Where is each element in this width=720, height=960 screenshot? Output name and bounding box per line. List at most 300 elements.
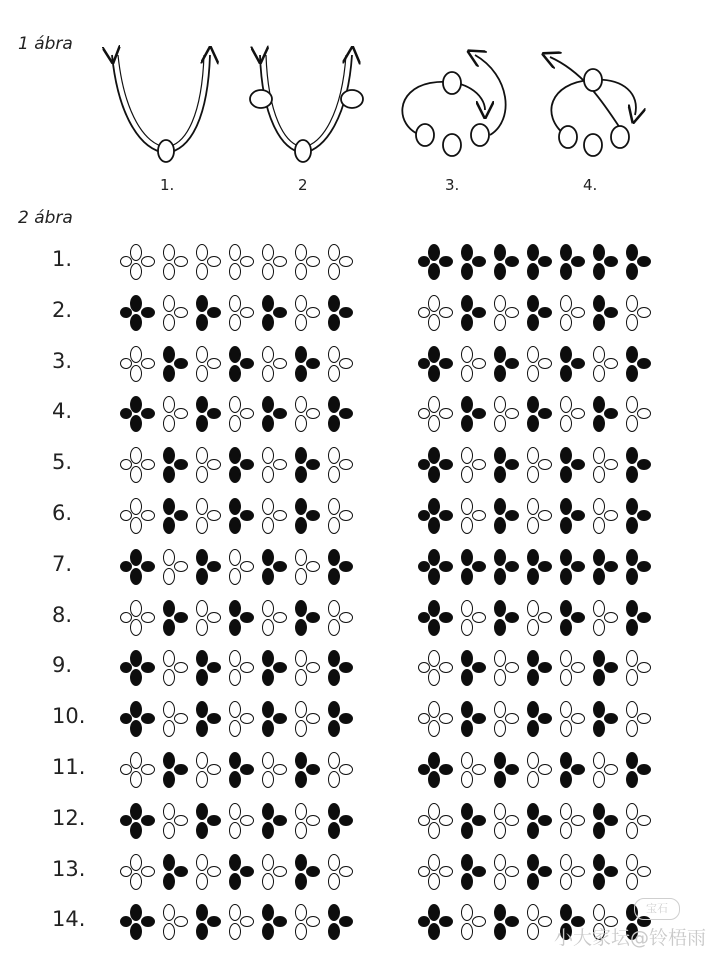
bead	[494, 517, 506, 534]
bead	[527, 346, 539, 363]
bead	[593, 904, 605, 921]
bead-unit	[219, 346, 252, 382]
bead	[527, 498, 539, 515]
bead	[295, 346, 307, 363]
bead	[328, 314, 340, 331]
bead	[130, 415, 142, 432]
row-number: 10.	[52, 704, 86, 729]
bead	[339, 307, 353, 318]
bead	[461, 295, 473, 312]
bead	[262, 447, 274, 464]
bead	[328, 854, 340, 871]
bead	[163, 365, 175, 382]
bead-unit	[550, 295, 583, 331]
bead	[461, 752, 473, 769]
bead-unit	[120, 447, 153, 483]
bead	[262, 346, 274, 363]
bead	[130, 873, 142, 890]
bead-unit	[318, 600, 351, 636]
bead	[626, 517, 638, 534]
bead	[229, 600, 241, 617]
bead-unit	[583, 244, 616, 280]
bead	[163, 650, 175, 667]
bead	[593, 600, 605, 617]
bead	[196, 396, 208, 413]
bead-unit	[186, 650, 219, 686]
bead	[593, 701, 605, 718]
bead	[428, 904, 440, 921]
bead	[262, 752, 274, 769]
bead	[163, 771, 175, 788]
bead-unit	[484, 346, 517, 382]
bead	[262, 295, 274, 312]
bead	[560, 822, 572, 839]
bead	[229, 923, 241, 940]
bead	[428, 771, 440, 788]
bead	[262, 600, 274, 617]
bead-unit	[285, 600, 318, 636]
bead-unit	[285, 346, 318, 382]
bead-unit	[550, 803, 583, 839]
figure-1-diagram	[90, 35, 650, 165]
bead	[637, 256, 651, 267]
bead	[461, 396, 473, 413]
bead-unit	[484, 854, 517, 890]
bead	[527, 873, 539, 890]
bead-unit	[550, 244, 583, 280]
bead-unit	[252, 701, 285, 737]
bead	[163, 466, 175, 483]
bead-unit	[517, 498, 550, 534]
bead	[626, 600, 638, 617]
bead	[626, 619, 638, 636]
bead	[494, 822, 506, 839]
bead	[626, 669, 638, 686]
bead	[295, 295, 307, 312]
bead	[593, 803, 605, 820]
bead	[130, 771, 142, 788]
bead	[328, 568, 340, 585]
bead	[339, 408, 353, 419]
bead	[328, 396, 340, 413]
bead-unit	[583, 752, 616, 788]
bead	[626, 346, 638, 363]
bead	[196, 415, 208, 432]
bead	[295, 669, 307, 686]
bead	[527, 263, 539, 280]
bead	[527, 803, 539, 820]
bead	[626, 263, 638, 280]
bead	[262, 466, 274, 483]
bead-unit	[120, 396, 153, 432]
bead	[130, 650, 142, 667]
bead	[560, 263, 572, 280]
bead	[593, 619, 605, 636]
bead	[229, 752, 241, 769]
bead	[593, 517, 605, 534]
beadwork-stripe-left	[120, 549, 351, 585]
bead	[130, 549, 142, 566]
bead	[229, 549, 241, 566]
bead	[626, 396, 638, 413]
bead-unit	[484, 752, 517, 788]
bead-unit	[318, 244, 351, 280]
bead	[262, 873, 274, 890]
bead	[339, 866, 353, 877]
bead-unit	[219, 650, 252, 686]
bead	[428, 822, 440, 839]
bead	[163, 669, 175, 686]
bead	[328, 365, 340, 382]
bead	[626, 752, 638, 769]
bead	[494, 720, 506, 737]
bead	[428, 295, 440, 312]
bead-unit	[451, 752, 484, 788]
bead	[428, 314, 440, 331]
bead	[130, 669, 142, 686]
bead-unit	[318, 295, 351, 331]
bead-unit	[186, 701, 219, 737]
bead-unit	[219, 600, 252, 636]
bead	[494, 752, 506, 769]
bead	[196, 244, 208, 261]
bead-unit	[550, 396, 583, 432]
bead	[295, 466, 307, 483]
bead	[130, 923, 142, 940]
beadwork-stripe-left	[120, 396, 351, 432]
bead-unit	[186, 396, 219, 432]
bead-unit	[186, 803, 219, 839]
bead	[494, 365, 506, 382]
bead-unit	[451, 244, 484, 280]
row-number: 4.	[52, 399, 73, 424]
bead	[120, 510, 132, 521]
bead	[328, 923, 340, 940]
bead	[527, 447, 539, 464]
bead-unit	[418, 498, 451, 534]
bead	[339, 815, 353, 826]
bead	[339, 459, 353, 470]
bead	[626, 568, 638, 585]
bead	[120, 256, 132, 267]
bead-unit	[153, 600, 186, 636]
bead	[560, 600, 572, 617]
bead-unit	[219, 752, 252, 788]
bead	[418, 510, 430, 521]
bead-unit	[120, 854, 153, 890]
beadwork-stripe-right	[418, 600, 649, 636]
bead	[130, 822, 142, 839]
bead	[461, 923, 473, 940]
bead-unit	[583, 498, 616, 534]
bead-unit	[120, 549, 153, 585]
bead-unit	[318, 498, 351, 534]
beadwork-stripe-right	[418, 854, 649, 890]
bead	[428, 498, 440, 515]
bead-unit	[285, 701, 318, 737]
bead	[626, 295, 638, 312]
bead-unit	[517, 803, 550, 839]
bead	[560, 244, 572, 261]
bead	[163, 803, 175, 820]
bead-unit	[252, 498, 285, 534]
bead-unit	[186, 295, 219, 331]
bead	[593, 365, 605, 382]
bead	[196, 447, 208, 464]
bead	[527, 466, 539, 483]
bead	[196, 923, 208, 940]
bead	[262, 923, 274, 940]
bead	[428, 568, 440, 585]
beadwork-stripe-right	[418, 803, 649, 839]
bead	[593, 415, 605, 432]
bead-unit	[517, 244, 550, 280]
bead	[626, 771, 638, 788]
bead	[494, 415, 506, 432]
bead	[295, 771, 307, 788]
bead	[163, 701, 175, 718]
bead-unit	[451, 803, 484, 839]
bead	[527, 549, 539, 566]
bead	[461, 669, 473, 686]
bead	[229, 568, 241, 585]
bead-unit	[517, 854, 550, 890]
bead	[163, 600, 175, 617]
bead-unit	[285, 803, 318, 839]
bead	[339, 916, 353, 927]
bead-unit	[550, 346, 583, 382]
bead	[428, 346, 440, 363]
bead	[461, 517, 473, 534]
bead	[328, 752, 340, 769]
bead-unit	[120, 803, 153, 839]
bead	[428, 263, 440, 280]
bead-unit	[285, 396, 318, 432]
beadwork-stripe-left	[120, 498, 351, 534]
bead	[196, 701, 208, 718]
bead-unit	[318, 904, 351, 940]
step-4-number: 4.	[583, 176, 598, 194]
bead	[229, 346, 241, 363]
bead-unit	[318, 752, 351, 788]
bead	[262, 568, 274, 585]
bead	[428, 720, 440, 737]
bead	[593, 752, 605, 769]
bead	[196, 873, 208, 890]
bead	[527, 669, 539, 686]
bead	[494, 346, 506, 363]
bead-unit	[120, 498, 153, 534]
bead	[626, 549, 638, 566]
bead	[196, 346, 208, 363]
row-number: 5.	[52, 450, 73, 475]
bead	[196, 295, 208, 312]
bead-unit	[583, 295, 616, 331]
bead	[626, 803, 638, 820]
bead	[428, 873, 440, 890]
bead-unit	[550, 854, 583, 890]
bead	[494, 549, 506, 566]
bead	[262, 619, 274, 636]
bead-unit	[583, 396, 616, 432]
bead-unit	[616, 549, 649, 585]
bead	[461, 650, 473, 667]
bead	[163, 619, 175, 636]
bead	[229, 904, 241, 921]
bead	[461, 854, 473, 871]
bead	[130, 517, 142, 534]
bead-unit	[252, 346, 285, 382]
bead	[328, 466, 340, 483]
bead-unit	[186, 447, 219, 483]
bead	[428, 415, 440, 432]
bead	[339, 764, 353, 775]
bead	[428, 854, 440, 871]
bead-unit	[120, 600, 153, 636]
bead-unit	[186, 752, 219, 788]
bead-unit	[120, 295, 153, 331]
bead	[262, 396, 274, 413]
bead	[130, 498, 142, 515]
bead	[494, 771, 506, 788]
bead-unit	[451, 600, 484, 636]
bead	[229, 619, 241, 636]
bead	[130, 568, 142, 585]
bead	[428, 396, 440, 413]
bead-unit	[120, 244, 153, 280]
bead	[461, 600, 473, 617]
bead	[637, 459, 651, 470]
bead-unit	[252, 447, 285, 483]
bead-unit	[583, 854, 616, 890]
bead-unit	[285, 295, 318, 331]
bead-unit	[318, 854, 351, 890]
bead-unit	[318, 650, 351, 686]
bead	[593, 854, 605, 871]
bead	[428, 517, 440, 534]
bead	[328, 263, 340, 280]
bead	[130, 346, 142, 363]
bead	[626, 365, 638, 382]
bead-unit	[616, 396, 649, 432]
bead	[428, 803, 440, 820]
bead-unit	[583, 346, 616, 382]
bead	[428, 244, 440, 261]
bead-unit	[517, 600, 550, 636]
bead-unit	[252, 752, 285, 788]
bead	[560, 650, 572, 667]
bead	[593, 720, 605, 737]
bead	[428, 466, 440, 483]
bead	[163, 822, 175, 839]
bead	[295, 650, 307, 667]
bead-unit	[318, 447, 351, 483]
bead-unit	[418, 854, 451, 890]
bead	[229, 803, 241, 820]
bead	[196, 619, 208, 636]
bead	[560, 568, 572, 585]
beadwork-stripe-left	[120, 295, 351, 331]
bead-unit	[583, 600, 616, 636]
bead	[328, 346, 340, 363]
bead	[339, 713, 353, 724]
bead-unit	[451, 701, 484, 737]
bead-unit	[186, 244, 219, 280]
bead	[626, 498, 638, 515]
bead-unit	[153, 498, 186, 534]
bead	[626, 854, 638, 871]
bead-unit	[285, 854, 318, 890]
bead	[637, 713, 651, 724]
bead	[328, 822, 340, 839]
bead	[295, 854, 307, 871]
bead-unit	[484, 447, 517, 483]
bead	[163, 314, 175, 331]
watermark-badge: 宝石	[634, 898, 680, 920]
bead	[229, 771, 241, 788]
bead-unit	[451, 498, 484, 534]
beadwork-stripe-left	[120, 701, 351, 737]
bead	[262, 803, 274, 820]
bead-unit	[616, 295, 649, 331]
bead-unit	[285, 904, 318, 940]
bead	[527, 295, 539, 312]
bead	[560, 314, 572, 331]
bead-unit	[219, 549, 252, 585]
bead	[295, 447, 307, 464]
bead	[229, 701, 241, 718]
bead-unit	[418, 904, 451, 940]
bead	[229, 720, 241, 737]
bead-unit	[550, 600, 583, 636]
bead	[295, 263, 307, 280]
bead	[626, 873, 638, 890]
bead-unit	[153, 244, 186, 280]
bead	[229, 263, 241, 280]
bead	[494, 854, 506, 871]
beadwork-stripe-left	[120, 346, 351, 382]
bead	[494, 923, 506, 940]
bead	[262, 263, 274, 280]
bead	[130, 365, 142, 382]
bead	[560, 904, 572, 921]
bead	[428, 650, 440, 667]
bead	[593, 650, 605, 667]
bead	[130, 263, 142, 280]
bead	[494, 396, 506, 413]
bead	[560, 346, 572, 363]
bead	[494, 568, 506, 585]
bead-unit	[186, 498, 219, 534]
bead	[560, 447, 572, 464]
bead	[527, 752, 539, 769]
bead	[262, 854, 274, 871]
step-3-thread	[402, 55, 505, 156]
row-number: 8.	[52, 602, 73, 627]
bead	[494, 447, 506, 464]
bead-unit	[153, 295, 186, 331]
beadwork-stripe-left	[120, 447, 351, 483]
bead	[461, 619, 473, 636]
bead-unit	[285, 244, 318, 280]
bead-unit	[583, 803, 616, 839]
bead	[328, 803, 340, 820]
bead	[196, 517, 208, 534]
bead-unit	[252, 803, 285, 839]
bead	[163, 904, 175, 921]
beadwork-stripe-right	[418, 498, 649, 534]
bead	[196, 803, 208, 820]
